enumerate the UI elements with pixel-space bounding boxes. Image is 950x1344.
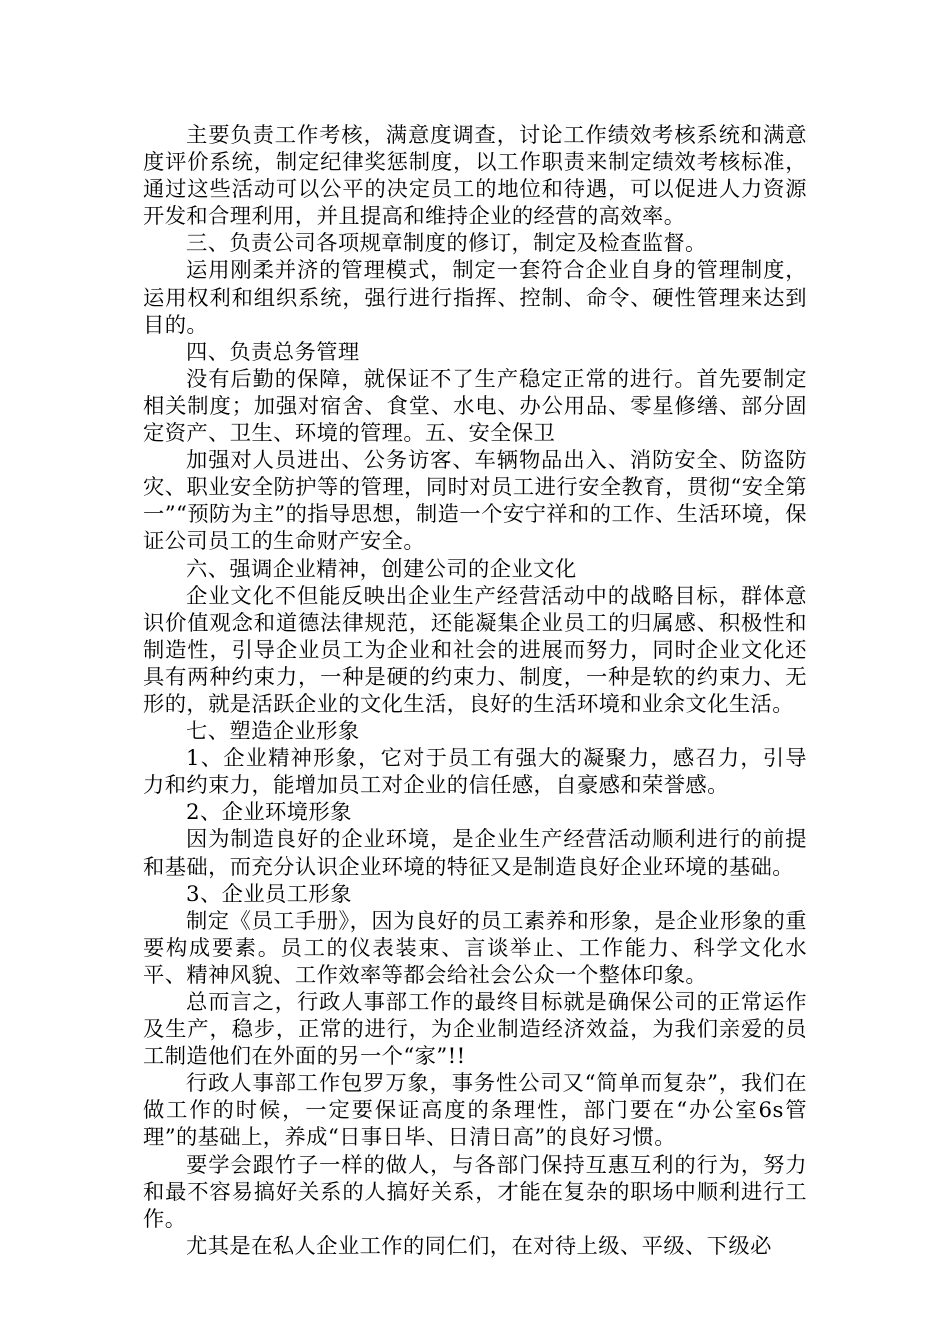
paragraph-bamboo: 要学会跟竹子一样的做人，与各部门保持互惠互利的行为，努力和最不容易搞好关系的人搞好关系，才能在复杂的职场中顺利进行工作。: [143, 1152, 807, 1232]
paragraph-management-model: 运用刚柔并济的管理模式，制定一套符合企业自身的管理制度，运用权利和组织系统，强行进行指挥、控制、命令、硬性管理来达到目的。: [143, 258, 807, 338]
document-body: [143, 122, 807, 1260]
heading-section-six: 六、强调企业精神，创建公司的企业文化: [186, 556, 577, 582]
heading-environment-image: 2、企业环境形象: [186, 800, 352, 826]
paragraph-6s-management: 行政人事部工作包罗万象，事务性公司又“简单而复杂”，我们在做工作的时候，一定要保证高度的条理性，部门要在“办公室6s管理”的基础上，养成“日事日毕、日清日高”的良好习惯。: [143, 1071, 807, 1151]
heading-section-four: 四、负责总务管理: [186, 339, 360, 365]
heading-section-seven: 七、塑造企业形象: [186, 719, 360, 745]
paragraph-security: 加强对人员进出、公务访客、车辆物品出入、消防安全、防盗防灾、职业安全防护等的管理，同时对员工进行安全教育，贯彻“安全第一”“预防为主”的指导思想，制造一个安宁祥和的工作、生活环境，保证公司员工的生命财产安全。: [143, 448, 807, 555]
paragraph-spirit-image: 1、企业精神形象，它对于员工有强大的凝聚力，感召力，引导力和约束力，能增加员工对企业的信任感，自豪感和荣誉感。: [143, 746, 807, 799]
heading-employee-image: 3、企业员工形象: [186, 881, 352, 907]
paragraph-environment-image: 因为制造良好的企业环境，是企业生产经营活动顺利进行的前提和基础，而充分认识企业环境的特征又是制造良好企业环境的基础。: [143, 827, 807, 880]
paragraph-corporate-culture: 企业文化不但能反映出企业生产经营活动中的战略目标，群体意识价值观念和道德法律规范，还能凝集企业员工的归属感、积极性和制造性，引导企业员工为企业和社会的进展而努力，同时企业文化还具有两种约束力，一种是硬的约束力、制度，一种是软的约束力、无形的，就是活跃企业的文化生活，良好的生活环境和业余文化生活。: [143, 583, 807, 717]
paragraph-summary: 总而言之，行政人事部工作的最终目标就是确保公司的正常运作及生产，稳步，正常的进行，为企业制造经济效益，为我们亲爱的员工制造他们在外面的另一个“家”!!: [143, 990, 807, 1070]
paragraph-performance-appraisal: 主要负责工作考核，满意度调查，讨论工作绩效考核系统和满意度评价系统，制定纪律奖惩制度，以工作职责来制定绩效考核标准，通过这些活动可以公平的决定员工的地位和待遇，可以促进人力资源开发和合理利用，并且提高和维持企业的经营的高效率。: [143, 123, 807, 230]
paragraph-logistics: 没有后勤的保障，就保证不了生产稳定正常的进行。首先要制定相关制度；加强对宿舍、食堂、水电、办公用品、零星修缮、部分固定资产、卫生、环境的管理。五、安全保卫: [143, 366, 807, 447]
paragraph-employee-handbook: 制定《员工手册》，因为良好的员工素养和形象，是企业形象的重要构成要素。员工的仪表装束、言谈举止、工作能力、科学文化水平、精神风貌、工作效率等都会给社会公众一个整体印象。: [143, 908, 807, 988]
paragraph-private-enterprise: 尤其是在私人企业工作的同仁们，在对待上级、平级、下级必: [186, 1233, 772, 1259]
heading-section-three: 三、负责公司各项规章制度的修订，制定及检查监督。: [186, 231, 707, 257]
